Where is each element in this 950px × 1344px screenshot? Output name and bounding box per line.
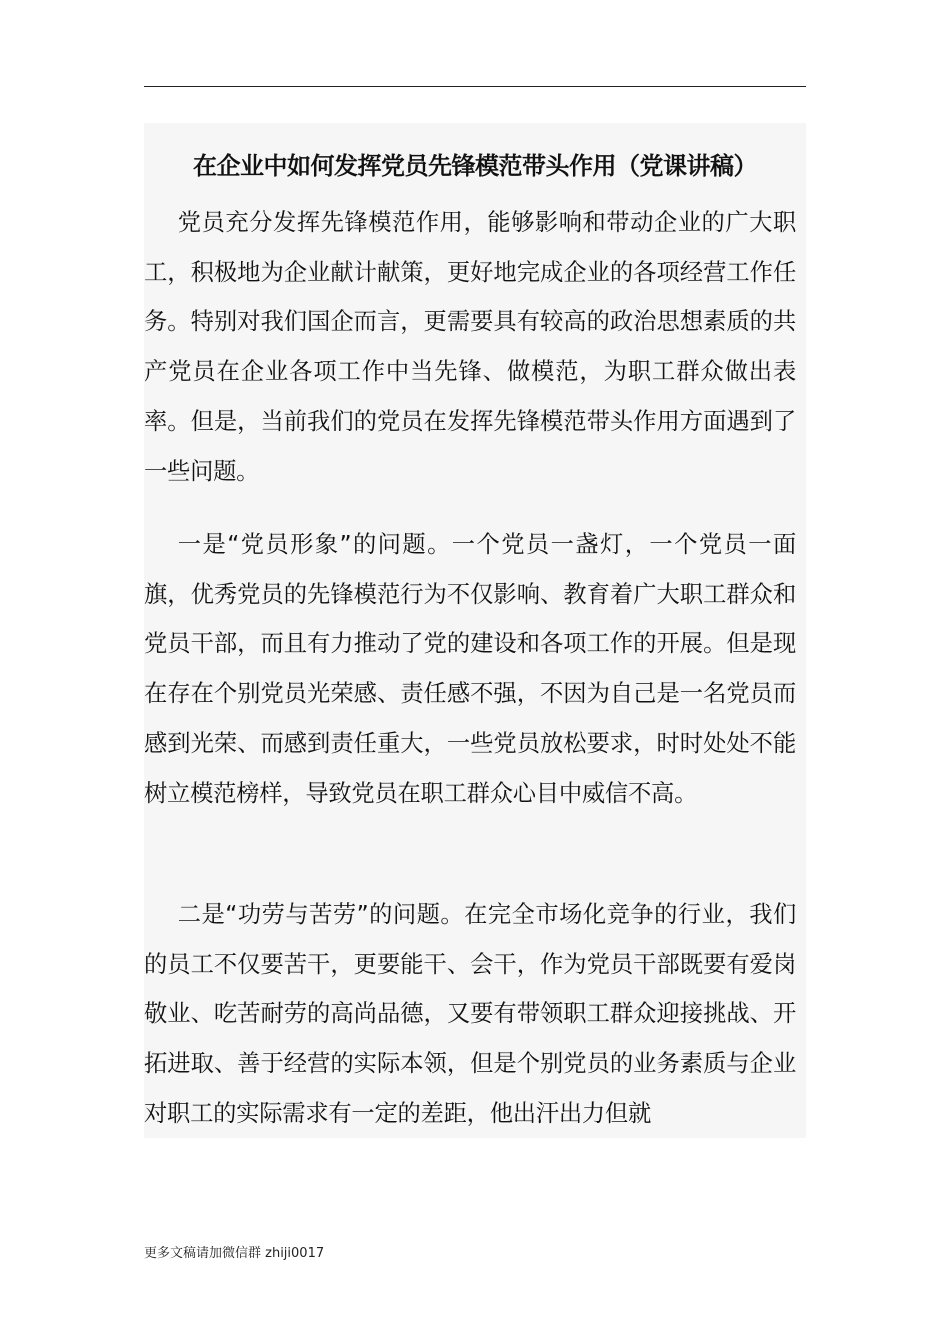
paragraph-intro: 党员充分发挥先锋模范作用，能够影响和带动企业的广大职工，积极地为企业献计献策，更好地完成企业的各项经营工作任务。特别对我们国企而言，更需要具有较高的政治思想素质的共产党员在企业各项工作中当先锋、做模范，为职工群众做出表率。但是，当前我们的党员在发挥先锋模范带头作用方面遇到了一些问题。	[144, 209, 796, 485]
header-rule	[144, 86, 806, 87]
footer-note: 更多文稿请加微信群 zhiji0017	[144, 1246, 325, 1261]
document-title: 在企业中如何发挥党员先锋模范带头作用（党课讲稿）	[193, 152, 757, 181]
paragraph-party-image: 一是“党员形象”的问题。一个党员一盏灯，一个党员一面旗，优秀党员的先锋模范行为不仅影响、教育着广大职工群众和党员干部，而且有力推动了党的建设和各项工作的开展。但是现在存在个别党员光荣感、责任感不强，不因为自己是一名党员而感到光荣、而感到责任重大，一些党员放松要求，时时处处不能树立模范榜样，导致党员在职工群众心目中威信不高。	[144, 531, 796, 807]
paragraph-merit-effort: 二是“功劳与苦劳”的问题。在完全市场化竞争的行业，我们的员工不仅要苦干，更要能干、会干，作为党员干部既要有爱岗敬业、吃苦耐劳的高尚品德，又要有带领职工群众迎接挑战、开拓进取、善于经营的实际本领，但是个别党员的业务素质与企业对职工的实际需求有一定的差距，他出汗出力但就	[144, 901, 796, 1127]
